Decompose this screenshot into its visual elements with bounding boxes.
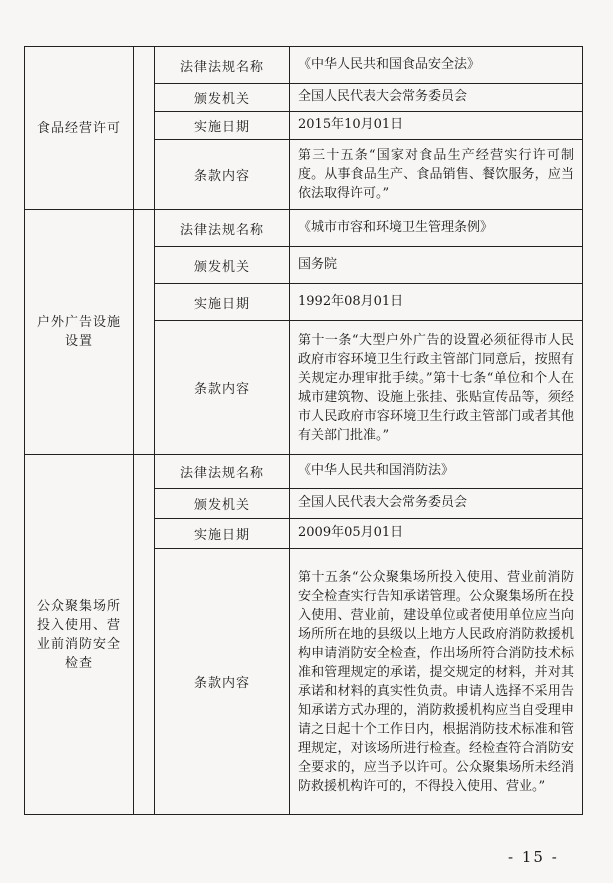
date-value: 2009年05月01日 [290, 519, 583, 549]
date-label: 实施日期 [155, 112, 290, 140]
law-name-value: 《中华人民共和国消防法》 [290, 455, 583, 489]
date-value: 2015年10月01日 [290, 112, 583, 140]
law-name-value: 《城市市容和环境卫生管理条例》 [290, 210, 583, 247]
date-value: 1992年08月01日 [290, 284, 583, 321]
content-value: 第三十五条“国家对食品生产经营实行许可制度。从事食品生产、食品销售、餐饮服务，应当依法取得许可。” [290, 140, 583, 210]
issuer-value: 全国人民代表大会常务委员会 [290, 84, 583, 112]
issuer-value: 全国人民代表大会常务委员会 [290, 489, 583, 519]
law-name-value: 《中华人民共和国食品安全法》 [290, 47, 583, 84]
content-value: 第十一条“大型户外广告的设置必须征得市人民政府市容环境卫生行政主管部门同意后，按照有关规定办理审批手续。”第十七条“单位和个人在城市建筑物、设施上张挂、张贴宣传品等，须经市人民政府市容环境卫生行政主管部门或者其他有关部门批准。” [290, 321, 583, 455]
table-row [25, 210, 583, 247]
law-name-label: 法律法规名称 [155, 47, 290, 84]
table-row [25, 455, 583, 489]
date-label: 实施日期 [155, 284, 290, 321]
spacer-cell [134, 455, 155, 815]
issuer-label: 颁发机关 [155, 84, 290, 112]
table-row [25, 47, 583, 84]
spacer-cell [134, 47, 155, 210]
content-label: 条款内容 [155, 140, 290, 210]
issuer-label: 颁发机关 [155, 247, 290, 284]
date-label: 实施日期 [155, 519, 290, 549]
issuer-value: 国务院 [290, 247, 583, 284]
regulation-table [24, 46, 583, 815]
issuer-label: 颁发机关 [155, 489, 290, 519]
content-label: 条款内容 [155, 321, 290, 455]
page-number: - 15 - [508, 848, 559, 866]
law-name-label: 法律法规名称 [155, 455, 290, 489]
category-cell: 食品经营许可 [25, 47, 134, 210]
category-cell: 户外广告设施设置 [25, 210, 134, 455]
content-value: 第十五条“公众聚集场所投入使用、营业前消防安全检查实行告知承诺管理。公众聚集场所在投入使用、营业前，建设单位或者使用单位应当向场所所在地的县级以上地方人民政府消防救援机构申请消防安全检查，作出场所符合消防技术标准和管理规定的承诺，提交规定的材料，并对其承诺和材料的真实性负责。申请人选择不采用告知承诺方式办理的，消防救援机构应当自受理申请之日起十个工作日内，根据消防技术标准和管理规定，对该场所进行检查。经检查符合消防安全要求的，应当予以许可。公众聚集场所未经消防救援机构许可的，不得投入使用、营业。” [290, 549, 583, 815]
category-cell: 公众聚集场所投入使用、营业前消防安全检查 [25, 455, 134, 815]
content-label: 条款内容 [155, 549, 290, 815]
law-name-label: 法律法规名称 [155, 210, 290, 247]
spacer-cell [134, 210, 155, 455]
